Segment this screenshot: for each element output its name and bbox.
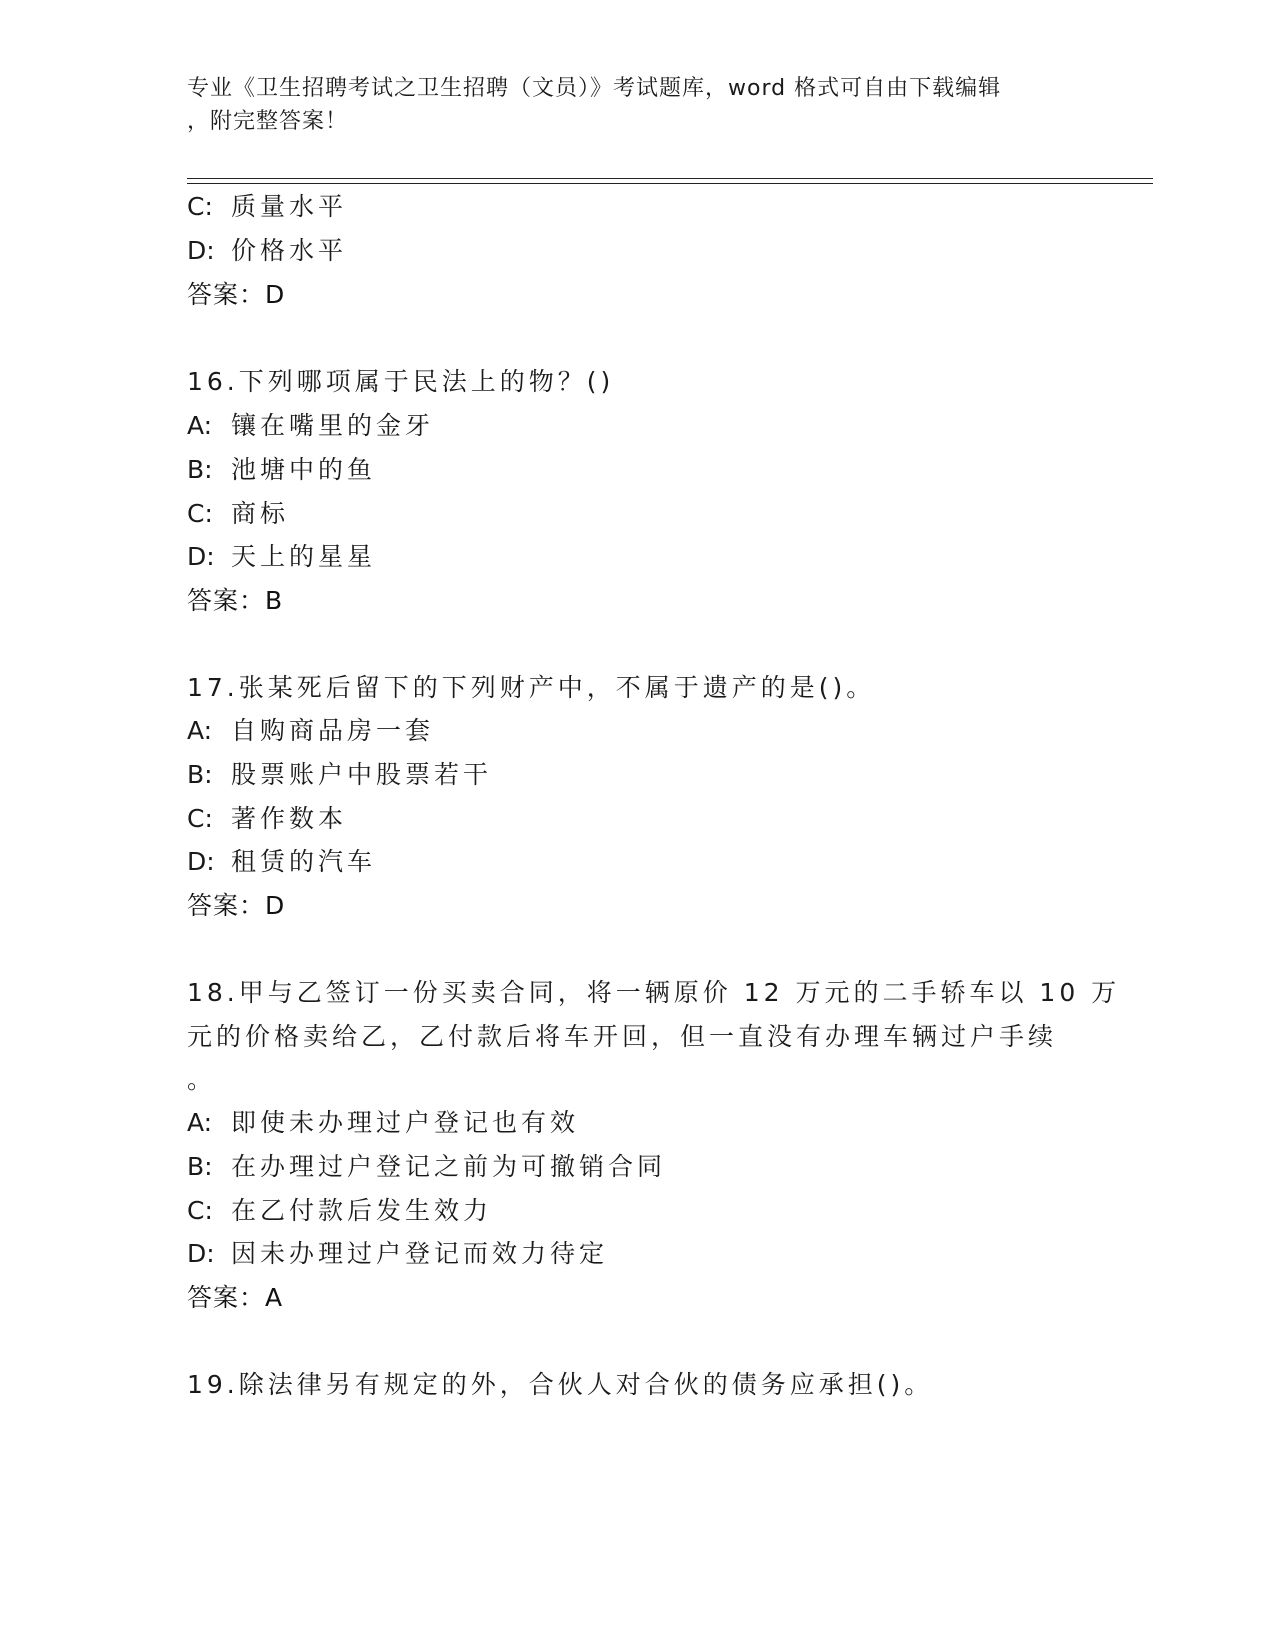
option-text: 商标	[231, 499, 290, 528]
q18-answer: 答案：A	[187, 1283, 284, 1312]
option-text: 在办理过户登记之前为可撤销合同	[231, 1152, 667, 1181]
q18-stem-line-1: 18.甲与乙签订一份买卖合同，将一辆原价 12 万元的二手轿车以 10 万	[187, 978, 1121, 1007]
q18-option-a	[187, 1108, 579, 1138]
option-letter: C:	[187, 804, 213, 833]
option-text: 池塘中的鱼	[231, 455, 377, 484]
q17-answer: 答案：D	[187, 891, 286, 920]
option-letter: C:	[187, 192, 213, 221]
option-text: 天上的星星	[231, 542, 377, 571]
header-line-2: ，附完整答案！	[187, 109, 349, 134]
q18-stem-line-2: 元的价格卖给乙，乙付款后将车开回，但一直没有办理车辆过户手续	[187, 1022, 1058, 1051]
option-letter: A:	[187, 411, 213, 440]
q16-answer: 答案：B	[187, 586, 284, 615]
header-divider-bottom	[187, 183, 1153, 184]
q16-option-b	[187, 455, 376, 485]
option-text: 镶在嘴里的金牙	[231, 411, 435, 440]
option-text: 著作数本	[231, 804, 348, 833]
option-text: 因未办理过户登记而效力待定	[231, 1239, 609, 1268]
q18-stem-line-3: 。	[187, 1065, 217, 1094]
q15-option-c	[187, 192, 347, 222]
header-divider-top	[187, 178, 1153, 179]
q18-option-c	[187, 1196, 492, 1226]
q17-option-b	[187, 760, 492, 790]
q18-option-d	[187, 1239, 608, 1269]
document-header	[187, 72, 1067, 138]
option-text: 即使未办理过户登记也有效	[231, 1108, 580, 1137]
q16-option-d	[187, 542, 376, 572]
q19-stem: 19.除法律另有规定的外，合伙人对合伙的债务应承担()。	[187, 1370, 934, 1399]
option-letter: D:	[187, 542, 215, 571]
q16-option-a	[187, 411, 434, 441]
q17-option-d	[187, 847, 376, 877]
option-letter: A:	[187, 1108, 213, 1137]
option-letter: A:	[187, 716, 213, 745]
option-letter: D:	[187, 847, 215, 876]
q17-stem: 17.张某死后留下的下列财产中，不属于遗产的是()。	[187, 673, 876, 702]
option-letter: B:	[187, 1152, 213, 1181]
option-letter: C:	[187, 499, 213, 528]
q15-option-d	[187, 236, 347, 266]
q18-option-b	[187, 1152, 666, 1182]
q16-option-c	[187, 499, 289, 529]
option-letter: C:	[187, 1196, 213, 1225]
option-text: 股票账户中股票若干	[231, 760, 493, 789]
option-text: 租赁的汽车	[231, 847, 377, 876]
option-letter: D:	[187, 1239, 215, 1268]
option-letter: B:	[187, 455, 213, 484]
option-letter: D:	[187, 236, 215, 265]
option-letter: B:	[187, 760, 213, 789]
q15-answer: 答案：D	[187, 280, 286, 309]
option-text: 价格水平	[231, 236, 348, 265]
q17-option-a	[187, 716, 434, 746]
q16-stem: 16.下列哪项属于民法上的物？()	[187, 367, 615, 396]
q17-option-c	[187, 804, 347, 834]
option-text: 在乙付款后发生效力	[231, 1196, 493, 1225]
option-text: 质量水平	[231, 192, 348, 221]
option-text: 自购商品房一套	[231, 716, 435, 745]
header-line-1: 专业《卫生招聘考试之卫生招聘（文员）》考试题库，word 格式可自由下载编辑	[187, 76, 1002, 101]
